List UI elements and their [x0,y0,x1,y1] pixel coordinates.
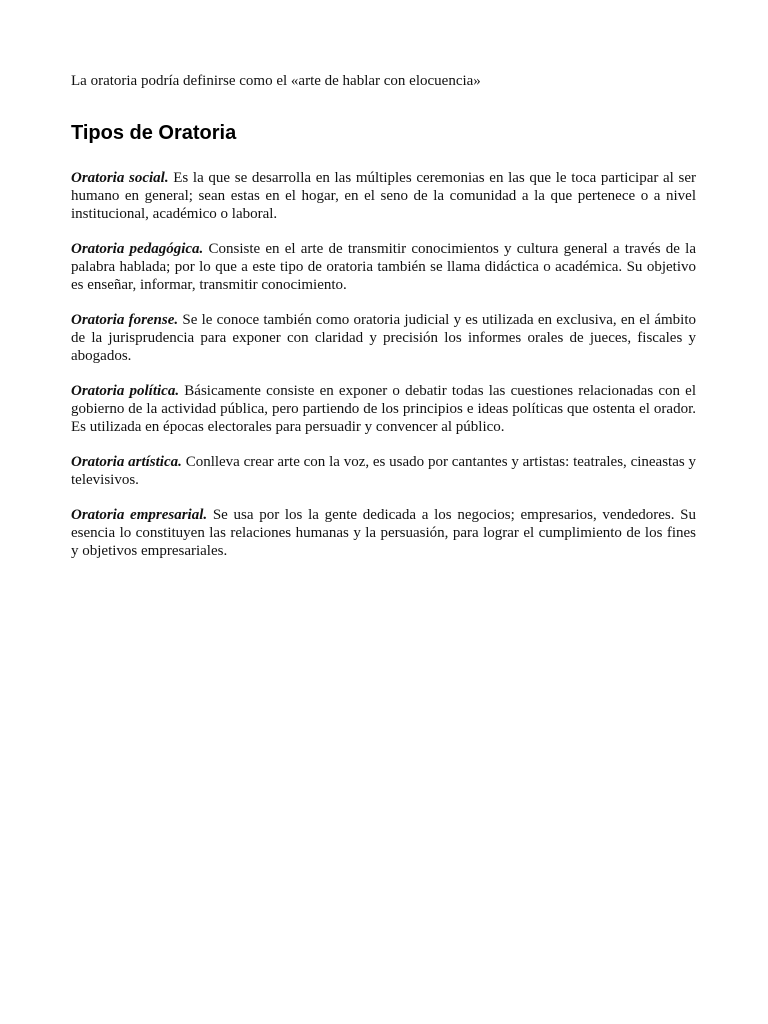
intro-paragraph: La oratoria podría definirse como el «arte de hablar con elocuencia» [71,73,481,89]
type-term: Oratoria empresarial. [71,507,208,523]
oratory-type-social [71,169,696,223]
type-description: Se usa por los la gente dedicada a los negocios; empresarios, vendedores. Su esencia lo constituyen las relaciones humanas y la persuasión, para lograr el cumplimiento de los fines y objetivos empresariales. [71,507,697,559]
section-heading: Tipos de Oratoria [71,122,237,144]
type-term: Oratoria política. [71,383,180,399]
type-term: Oratoria forense. [71,312,179,328]
type-description: Básicamente consiste en exponer o debatir todas las cuestiones relacionadas con el gobierno de la actividad pública, pero partiendo de los principios e ideas políticas que ostenta el orador. Es utilizada en épocas electorales para persuadir y convencer al público. [71,383,697,435]
oratory-types-list [71,169,696,560]
type-description: Se le conoce también como oratoria judicial y es utilizada en exclusiva, en el ámbito de la jurisprudencia para exponer con claridad y precisión los informes orales de jueces, fiscales y abogados. [71,312,697,364]
oratory-type-forense [71,311,696,365]
oratory-type-politica [71,382,696,436]
document-page [71,72,696,577]
type-description: Conlleva crear arte con la voz, es usado por cantantes y artistas: teatrales, cineastas y televisivos. [71,454,696,488]
type-term: Oratoria social. [71,170,169,186]
oratory-type-empresarial [71,506,696,560]
type-term: Oratoria pedagógica. [71,241,204,257]
type-term: Oratoria artística. [71,454,182,470]
type-description: Consiste en el arte de transmitir conocimientos y cultura general a través de la palabra hablada; por lo que a este tipo de oratoria también se llama didáctica o académica. Su objetivo es enseñar, informar, transmitir conocimiento. [71,241,696,293]
type-description: Es la que se desarrolla en las múltiples ceremonias en las que le toca participar al ser humano en general; sean estas en el hogar, en el seno de la comunidad a la que pertenece o a nivel institucional, académico o laboral. [71,170,696,222]
oratory-type-artistica [71,453,696,489]
oratory-type-pedagogica [71,240,696,294]
